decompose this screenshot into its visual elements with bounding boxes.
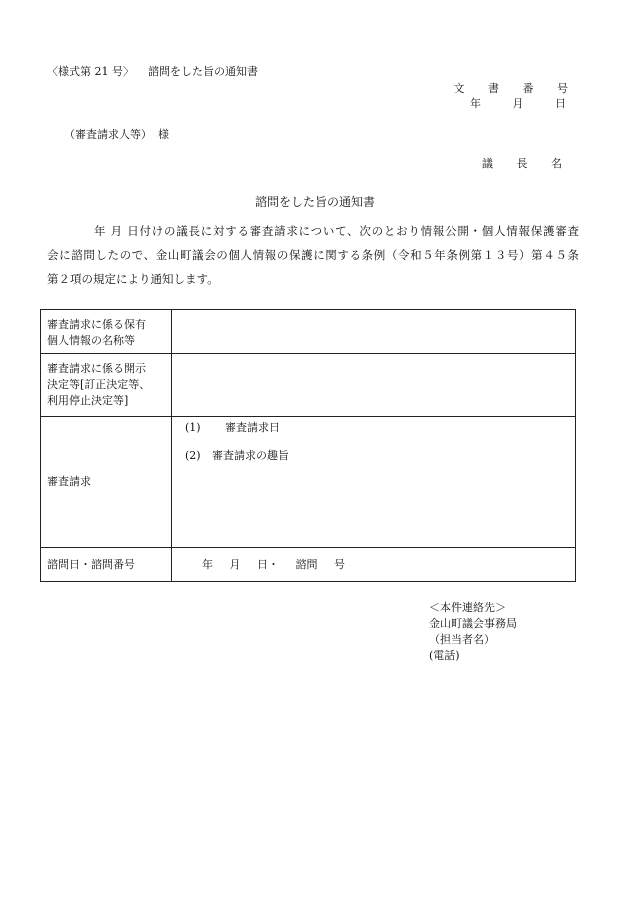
page-title: 諮問をした旨の通知書	[254, 195, 375, 209]
label-record-name: 審査請求に係る保有 個人情報の名称等	[41, 310, 172, 354]
form-title-small: 諮問をした旨の通知書	[148, 65, 258, 78]
body-line-2: 会に諮問したので、金山町議会の個人情報の保護に関する条例（令和５年条例第１３号）第４５条	[47, 248, 579, 262]
contact-heading: ＜本件連絡先＞	[429, 601, 506, 614]
label-consult-date: 諮問日・諮問番号	[41, 548, 172, 582]
review-item-2: (2) 審査請求の趣旨	[185, 449, 289, 462]
addressee-honorific: 様	[158, 128, 169, 141]
contact-phone: (電話)	[429, 649, 460, 662]
notice-table	[40, 309, 576, 582]
value-disclosure-decision	[172, 354, 576, 417]
body-line-3: 第２項の規定により通知します。	[47, 272, 219, 286]
review-item-1: (1) 審査請求日	[185, 421, 280, 434]
addressee-name: （審査請求人等）	[64, 128, 152, 141]
sender-name: 議 長 名	[482, 157, 572, 170]
form-number: 〈様式第 21 号〉	[47, 65, 134, 78]
document-date: 年 月 日	[470, 97, 580, 110]
contact-office: 金山町議会事務局	[429, 617, 517, 630]
value-consult-date: 年 月 日・ 諮問 号	[172, 548, 576, 582]
label-review-request: 審査請求	[41, 417, 172, 548]
value-review-request	[172, 417, 576, 548]
table-row	[41, 310, 576, 354]
body-line-1: 年 月 日付けの議長に対する審査請求について、次のとおり情報公開・個人情報保護審査	[94, 224, 579, 238]
table-row	[41, 548, 576, 582]
table-row	[41, 354, 576, 417]
table-row	[41, 417, 576, 548]
contact-person: （担当者名）	[429, 633, 495, 646]
document-number: 文 書 番 号	[453, 82, 578, 95]
notice-body	[47, 219, 579, 291]
label-disclosure-decision: 審査請求に係る開示 決定等[訂正決定等、 利用停止決定等]	[41, 354, 172, 417]
value-record-name	[172, 310, 576, 354]
